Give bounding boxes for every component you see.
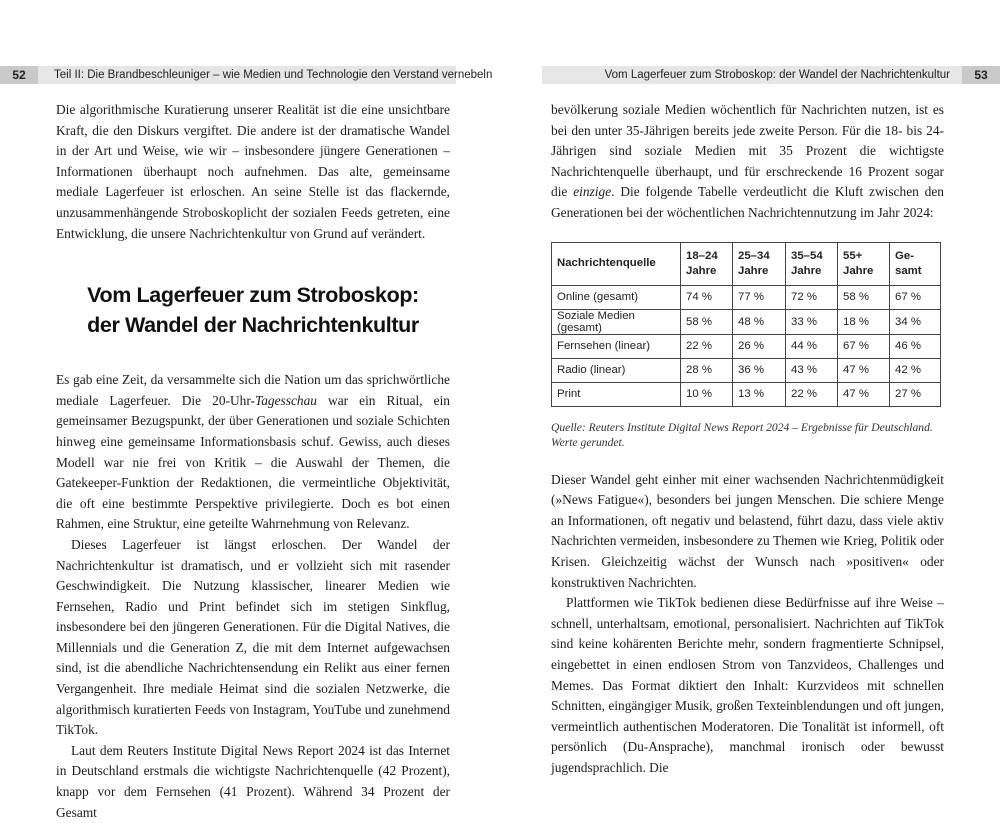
cell-35-54: 43 % (786, 358, 838, 382)
cell-source: Radio (linear) (552, 358, 681, 382)
cell-18-24: 10 % (681, 382, 733, 406)
cell-55-plus: 47 % (838, 358, 890, 382)
right-page-number: 53 (962, 66, 1000, 84)
section-heading-line2: der Wandel der Nachrichtenkultur (87, 313, 419, 338)
cell-55-plus: 47 % (838, 382, 890, 406)
cell-25-34: 13 % (733, 382, 786, 406)
right-page-header (542, 66, 1000, 84)
cell-source: Online (gesamt) (552, 285, 681, 309)
cell-35-54: 22 % (786, 382, 838, 406)
table-row (552, 334, 941, 358)
cell-total: 67 % (890, 285, 941, 309)
cell-35-54: 44 % (786, 334, 838, 358)
einzige-emphasis: einzige (573, 184, 612, 200)
cell-25-34: 48 % (733, 309, 786, 334)
paragraph-wandel: Dieses Lagerfeuer ist längst erloschen. Der Wandel der Nachrichtenkultur ist dramatisch, und er vollzieht sich mit rasender Geschwindigkeit. Die Nutzung klassischer, linearer Medien wie Fernsehen, Radio und Print befindet sich im stetigen Sinkflug, insbesondere bei den jüngeren Generationen. Für die Digital Natives, die Millennials und die Generation Z, die mit dem Internet aufgewachsen sind, ist die abendliche Nachrichtensendung ein Relikt aus einer fernen Vergangenheit. Ihre mediale Heimat sind die sozialen Netzwerke, die algorithmisch kuratierten Feeds von Instagram, YouTube und zunehmend TikTok. (56, 536, 450, 738)
table-row (552, 358, 941, 382)
right-running-title: Vom Lagerfeuer zum Stroboskop: der Wandel der Nachrichtenkultur (604, 69, 950, 81)
paragraph-continued (551, 100, 944, 224)
header-55-plus: 55+ Jahre (838, 242, 890, 285)
table-row (552, 309, 941, 334)
left-page-header (0, 66, 493, 84)
table-row (552, 285, 941, 309)
cell-25-34: 26 % (733, 334, 786, 358)
table-caption: Quelle: Reuters Institute Digital News Report 2024 – Ergebnisse für Deutschland. Werte gerundet. (551, 420, 933, 449)
paragraph-tiktok: Plattformen wie TikTok bedienen diese Bedürfnisse auf ihre Weise – schnell, unterhaltsam, emotional, personalisiert. Nachrichten auf TikTok sind keine kohärenten Berichte mehr, sondern fragmentierte Schnipsel, eingebettet in einen endlosen Strom von Tanzvideos, Challenges und Memes. Das Format diktiert den Inhalt: Kurzvideos mit schnellen Schnitten, eingängiger Musik, großen Texteinblendungen und oft jungen, vermeintlich authentischen Moderatoren. Die Tonalität ist informell, oft persönlich (Du-Ansprache), manchmal ironisch oder bewusst jugendsprachlich. Die (551, 595, 944, 775)
cell-total: 34 % (890, 309, 941, 334)
table-row (552, 382, 941, 406)
paragraph-text: Es gab eine Zeit, da versammelte sich die Nation um das sprichwörtliche mediale Lagerfeuer. Die 20-Uhr- (56, 372, 450, 408)
cell-source: Fernsehen (linear) (552, 334, 681, 358)
header-25-34: 25–34 Jahre (733, 242, 786, 285)
paragraph-text: bevölkerung soziale Medien wöchentlich für Nachrichten nutzen, ist es bei den unter 35-Jährigen bereits jede zweite Person. Für die 18- bis 24-Jährigen sind soziale Medien mit 35 Prozent die wichtigste Nachrichtenquelle überhaupt, und für erschreckende 16 Prozent sogar die (551, 102, 944, 200)
cell-total: 46 % (890, 334, 941, 358)
cell-total: 42 % (890, 358, 941, 382)
cell-18-24: 22 % (681, 334, 733, 358)
paragraph-text: . Die folgende Tabelle verdeutlicht die Kluft zwischen den Generationen bei der wöchentlichen Nachrichtennutzung im Jahr 2024: (551, 184, 944, 220)
header-18-24: 18–24 Jahre (681, 242, 733, 285)
cell-source: Print (552, 382, 681, 406)
header-source: Nachrichtenquelle (552, 242, 681, 285)
paragraph-news-fatigue: Dieser Wandel geht einher mit einer wachsenden Nachrichtenmüdigkeit (»News Fatigue«), besonders bei jungen Menschen. Die schiere Menge an Informationen, oft negativ und belastend, führt dazu, dass viele aktiv Nachrichten vermeiden, insbesondere zu Themen wie Krieg, Politik oder Krisen. Gleichzeitig wächst der Wunsch nach »positiven« oder konstruktiven Nachrichten. (551, 471, 944, 590)
paragraph-text: war ein Ritual, ein gemeinsamer Bezugspunkt, der über Generationen und soziale Schichten hinweg eine gemeinsame Informationsbasis schuf. Gewiss, auch dieses Modell war nie frei von Kritik – die Auswahl der Themen, die Gatekeeper-Funktion der Redaktionen, die vermeintliche Objektivität, die oft eine bestimmte Perspektive privilegierte. Doch es bot einen Rahmen, eine Struktur, eine geteilte Wahrnehmung von Relevanz. (56, 392, 450, 532)
intro-paragraph: Die algorithmische Kuratierung unserer Realität ist die eine unsichtbare Kraft, die den Diskurs vergiftet. Die andere ist der dramatische Wandel in der Art und Weise, wie wir – insbesondere jüngere Generationen – Informationen überhaupt noch aufnehmen. Das alte, gemeinsame mediale Lagerfeuer ist erloschen. An seine Stelle ist das flackernde, unzusammenhängende Stroboskoplicht der sozialen Feeds getreten, eine Entwicklung, die unsere Nachrichtenkultur von Grund auf verändert. (56, 102, 450, 241)
cell-35-54: 33 % (786, 309, 838, 334)
section-heading (56, 280, 450, 340)
section-heading-line1: Vom Lagerfeuer zum Stroboskop: (87, 283, 419, 308)
cell-55-plus: 58 % (838, 285, 890, 309)
cell-55-plus: 18 % (838, 309, 890, 334)
paragraph-reuters: Laut dem Reuters Institute Digital News Report 2024 ist das Internet in Deutschland erstmals die wichtigste Nachrichtenquelle (42 Prozent), knapp vor dem Fernsehen (41 Prozent). Während 34 Prozent der Gesamt (56, 742, 450, 820)
cell-18-24: 74 % (681, 285, 733, 309)
cell-55-plus: 67 % (838, 334, 890, 358)
cell-35-54: 72 % (786, 285, 838, 309)
news-usage-table (551, 242, 941, 407)
tagesschau-emphasis: Tagesschau (255, 392, 318, 408)
header-35-54: 35–54 Jahre (786, 242, 838, 285)
cell-18-24: 58 % (681, 309, 733, 334)
cell-25-34: 77 % (733, 285, 786, 309)
left-running-title: Teil II: Die Brandbeschleuniger – wie Medien und Technologie den Verstand vernebeln (54, 69, 493, 81)
right-page-body (551, 100, 944, 778)
left-page-number: 52 (0, 66, 38, 84)
cell-total: 27 % (890, 382, 941, 406)
left-page-body (56, 100, 450, 823)
header-total: Gesamt (890, 242, 941, 285)
paragraph-lagerfeuer (56, 370, 450, 535)
cell-18-24: 28 % (681, 358, 733, 382)
cell-25-34: 36 % (733, 358, 786, 382)
table-header-row (552, 242, 941, 285)
cell-source: Soziale Medien (gesamt) (552, 309, 681, 334)
